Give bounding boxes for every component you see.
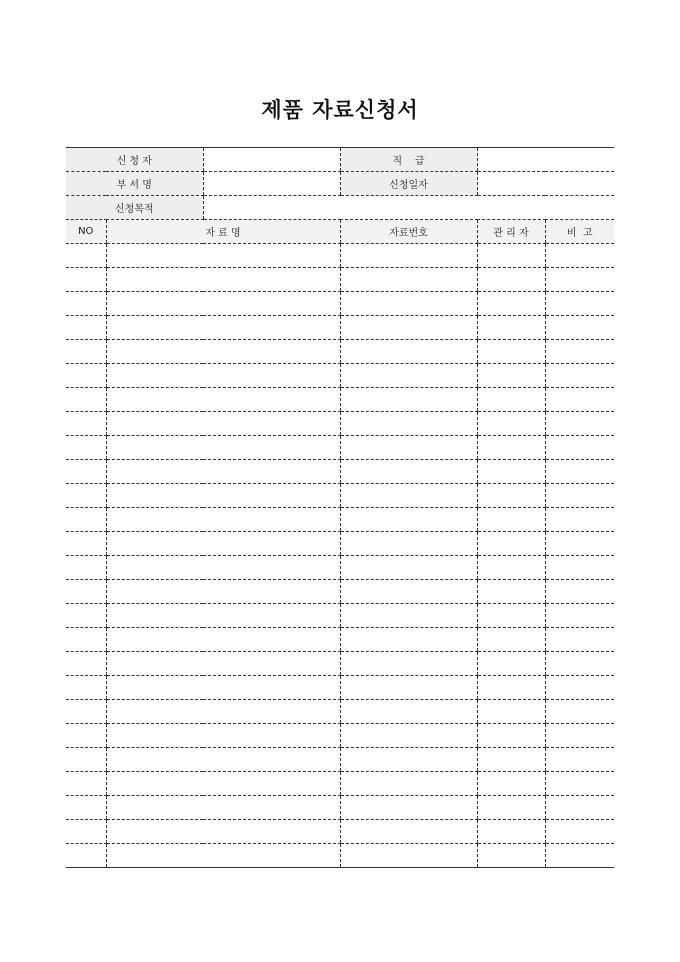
row-manager-cell[interactable]	[477, 292, 545, 316]
row-number-cell[interactable]	[340, 508, 477, 532]
row-name-cell[interactable]	[106, 628, 340, 652]
row-name-cell[interactable]	[106, 508, 340, 532]
col-remarks-header: 비 고	[545, 220, 614, 244]
row-no-cell[interactable]	[66, 388, 106, 412]
department-row	[66, 172, 614, 196]
row-remarks-cell[interactable]	[545, 364, 614, 388]
row-no-cell[interactable]	[66, 508, 106, 532]
row-number-cell[interactable]	[340, 556, 477, 580]
row-number-cell[interactable]	[340, 820, 477, 844]
row-no-cell[interactable]	[66, 580, 106, 604]
row-name-cell[interactable]	[106, 268, 340, 292]
row-no-cell[interactable]	[66, 268, 106, 292]
row-remarks-cell[interactable]	[545, 604, 614, 628]
row-manager-cell[interactable]	[477, 316, 545, 340]
table-row	[66, 532, 614, 556]
row-no-cell[interactable]	[66, 340, 106, 364]
row-no-cell[interactable]	[66, 436, 106, 460]
col-number-header: 자료번호	[340, 220, 477, 244]
row-remarks-cell[interactable]	[545, 700, 614, 724]
col-no-header: NO	[66, 220, 106, 244]
table-row	[66, 268, 614, 292]
department-label: 부 서 명	[66, 172, 203, 196]
col-name-header: 자 료 명	[106, 220, 340, 244]
row-name-cell[interactable]	[106, 556, 340, 580]
table-row	[66, 508, 614, 532]
applicant-field[interactable]	[203, 148, 340, 172]
row-no-cell[interactable]	[66, 484, 106, 508]
row-number-cell[interactable]	[340, 676, 477, 700]
table-row	[66, 820, 614, 844]
row-manager-cell[interactable]	[477, 556, 545, 580]
table-row	[66, 772, 614, 796]
document-title: 제품 자료신청서	[261, 98, 419, 122]
row-number-cell[interactable]	[340, 580, 477, 604]
row-name-cell[interactable]	[106, 412, 340, 436]
row-name-cell[interactable]	[106, 532, 340, 556]
table-row	[66, 748, 614, 772]
row-number-cell[interactable]	[340, 796, 477, 820]
row-number-cell[interactable]	[340, 316, 477, 340]
table-row	[66, 340, 614, 364]
row-name-cell[interactable]	[106, 340, 340, 364]
row-name-cell[interactable]	[106, 316, 340, 340]
row-remarks-cell[interactable]	[545, 796, 614, 820]
row-no-cell[interactable]	[66, 244, 106, 268]
column-header-row	[66, 220, 614, 244]
row-remarks-cell[interactable]	[545, 484, 614, 508]
row-number-cell[interactable]	[340, 388, 477, 412]
row-remarks-cell[interactable]	[545, 460, 614, 484]
row-manager-cell[interactable]	[477, 532, 545, 556]
row-no-cell[interactable]	[66, 532, 106, 556]
row-no-cell[interactable]	[66, 604, 106, 628]
row-number-cell[interactable]	[340, 532, 477, 556]
row-manager-cell[interactable]	[477, 748, 545, 772]
row-number-cell[interactable]	[340, 844, 477, 868]
table-row	[66, 556, 614, 580]
row-name-cell[interactable]	[106, 364, 340, 388]
row-number-cell[interactable]	[340, 748, 477, 772]
purpose-label: 신청목적	[66, 196, 203, 220]
table-row	[66, 364, 614, 388]
row-remarks-cell[interactable]	[545, 556, 614, 580]
row-number-cell[interactable]	[340, 292, 477, 316]
row-remarks-cell[interactable]	[545, 340, 614, 364]
row-number-cell[interactable]	[340, 268, 477, 292]
row-no-cell[interactable]	[66, 844, 106, 868]
table-row	[66, 460, 614, 484]
row-number-cell[interactable]	[340, 700, 477, 724]
row-manager-cell[interactable]	[477, 772, 545, 796]
row-name-cell[interactable]	[106, 292, 340, 316]
row-no-cell[interactable]	[66, 820, 106, 844]
row-name-cell[interactable]	[106, 748, 340, 772]
row-no-cell[interactable]	[66, 652, 106, 676]
row-manager-cell[interactable]	[477, 436, 545, 460]
row-number-cell[interactable]	[340, 652, 477, 676]
table-row	[66, 652, 614, 676]
row-no-cell[interactable]	[66, 724, 106, 748]
row-no-cell[interactable]	[66, 316, 106, 340]
row-manager-cell[interactable]	[477, 340, 545, 364]
row-manager-cell[interactable]	[477, 724, 545, 748]
row-name-cell[interactable]	[106, 820, 340, 844]
table-row	[66, 244, 614, 268]
row-name-cell[interactable]	[106, 388, 340, 412]
position-label: 직 급	[340, 148, 477, 172]
row-remarks-cell[interactable]	[545, 436, 614, 460]
table-row	[66, 628, 614, 652]
row-number-cell[interactable]	[340, 412, 477, 436]
row-manager-cell[interactable]	[477, 700, 545, 724]
table-row	[66, 604, 614, 628]
row-name-cell[interactable]	[106, 796, 340, 820]
row-manager-cell[interactable]	[477, 484, 545, 508]
row-remarks-cell[interactable]	[545, 724, 614, 748]
row-name-cell[interactable]	[106, 844, 340, 868]
row-no-cell[interactable]	[66, 772, 106, 796]
table-row	[66, 436, 614, 460]
row-remarks-cell[interactable]	[545, 508, 614, 532]
row-name-cell[interactable]	[106, 652, 340, 676]
row-number-cell[interactable]	[340, 244, 477, 268]
row-remarks-cell[interactable]	[545, 628, 614, 652]
row-name-cell[interactable]	[106, 724, 340, 748]
row-remarks-cell[interactable]	[545, 388, 614, 412]
row-manager-cell[interactable]	[477, 844, 545, 868]
department-field[interactable]	[203, 172, 340, 196]
row-manager-cell[interactable]	[477, 508, 545, 532]
row-manager-cell[interactable]	[477, 388, 545, 412]
row-number-cell[interactable]	[340, 484, 477, 508]
request-form-table	[66, 147, 614, 868]
table-row	[66, 388, 614, 412]
row-manager-cell[interactable]	[477, 652, 545, 676]
date-label: 신청일자	[340, 172, 477, 196]
row-number-cell[interactable]	[340, 436, 477, 460]
row-no-cell[interactable]	[66, 364, 106, 388]
table-row	[66, 316, 614, 340]
purpose-row	[66, 196, 614, 220]
row-no-cell[interactable]	[66, 412, 106, 436]
row-remarks-cell[interactable]	[545, 676, 614, 700]
table-row	[66, 412, 614, 436]
applicant-label: 신 청 자	[66, 148, 203, 172]
row-name-cell[interactable]	[106, 460, 340, 484]
row-no-cell[interactable]	[66, 748, 106, 772]
table-row	[66, 292, 614, 316]
row-number-cell[interactable]	[340, 628, 477, 652]
row-name-cell[interactable]	[106, 580, 340, 604]
row-name-cell[interactable]	[106, 676, 340, 700]
row-no-cell[interactable]	[66, 700, 106, 724]
row-remarks-cell[interactable]	[545, 820, 614, 844]
row-name-cell[interactable]	[106, 604, 340, 628]
position-field[interactable]	[477, 148, 614, 172]
row-name-cell[interactable]	[106, 244, 340, 268]
row-remarks-cell[interactable]	[545, 748, 614, 772]
row-number-cell[interactable]	[340, 772, 477, 796]
row-remarks-cell[interactable]	[545, 772, 614, 796]
row-remarks-cell[interactable]	[545, 844, 614, 868]
row-no-cell[interactable]	[66, 460, 106, 484]
table-row	[66, 484, 614, 508]
row-remarks-cell[interactable]	[545, 532, 614, 556]
row-no-cell[interactable]	[66, 292, 106, 316]
row-number-cell[interactable]	[340, 460, 477, 484]
row-remarks-cell[interactable]	[545, 412, 614, 436]
table-row	[66, 580, 614, 604]
table-row	[66, 676, 614, 700]
row-manager-cell[interactable]	[477, 412, 545, 436]
row-remarks-cell[interactable]	[545, 580, 614, 604]
col-manager-header: 관 리 자	[477, 220, 545, 244]
row-no-cell[interactable]	[66, 556, 106, 580]
date-field[interactable]	[477, 172, 614, 196]
table-row	[66, 700, 614, 724]
row-manager-cell[interactable]	[477, 244, 545, 268]
row-manager-cell[interactable]	[477, 604, 545, 628]
row-no-cell[interactable]	[66, 676, 106, 700]
row-remarks-cell[interactable]	[545, 316, 614, 340]
row-manager-cell[interactable]	[477, 268, 545, 292]
table-row	[66, 844, 614, 868]
row-manager-cell[interactable]	[477, 628, 545, 652]
row-manager-cell[interactable]	[477, 676, 545, 700]
row-name-cell[interactable]	[106, 772, 340, 796]
row-remarks-cell[interactable]	[545, 268, 614, 292]
row-manager-cell[interactable]	[477, 364, 545, 388]
row-number-cell[interactable]	[340, 604, 477, 628]
row-remarks-cell[interactable]	[545, 292, 614, 316]
row-no-cell[interactable]	[66, 796, 106, 820]
row-number-cell[interactable]	[340, 340, 477, 364]
row-number-cell[interactable]	[340, 364, 477, 388]
row-name-cell[interactable]	[106, 484, 340, 508]
row-manager-cell[interactable]	[477, 820, 545, 844]
row-no-cell[interactable]	[66, 628, 106, 652]
row-manager-cell[interactable]	[477, 580, 545, 604]
purpose-field[interactable]	[203, 196, 614, 220]
row-manager-cell[interactable]	[477, 460, 545, 484]
table-row	[66, 796, 614, 820]
row-name-cell[interactable]	[106, 436, 340, 460]
applicant-row	[66, 148, 614, 172]
row-remarks-cell[interactable]	[545, 244, 614, 268]
row-remarks-cell[interactable]	[545, 652, 614, 676]
row-name-cell[interactable]	[106, 700, 340, 724]
row-manager-cell[interactable]	[477, 796, 545, 820]
table-row	[66, 724, 614, 748]
row-number-cell[interactable]	[340, 724, 477, 748]
